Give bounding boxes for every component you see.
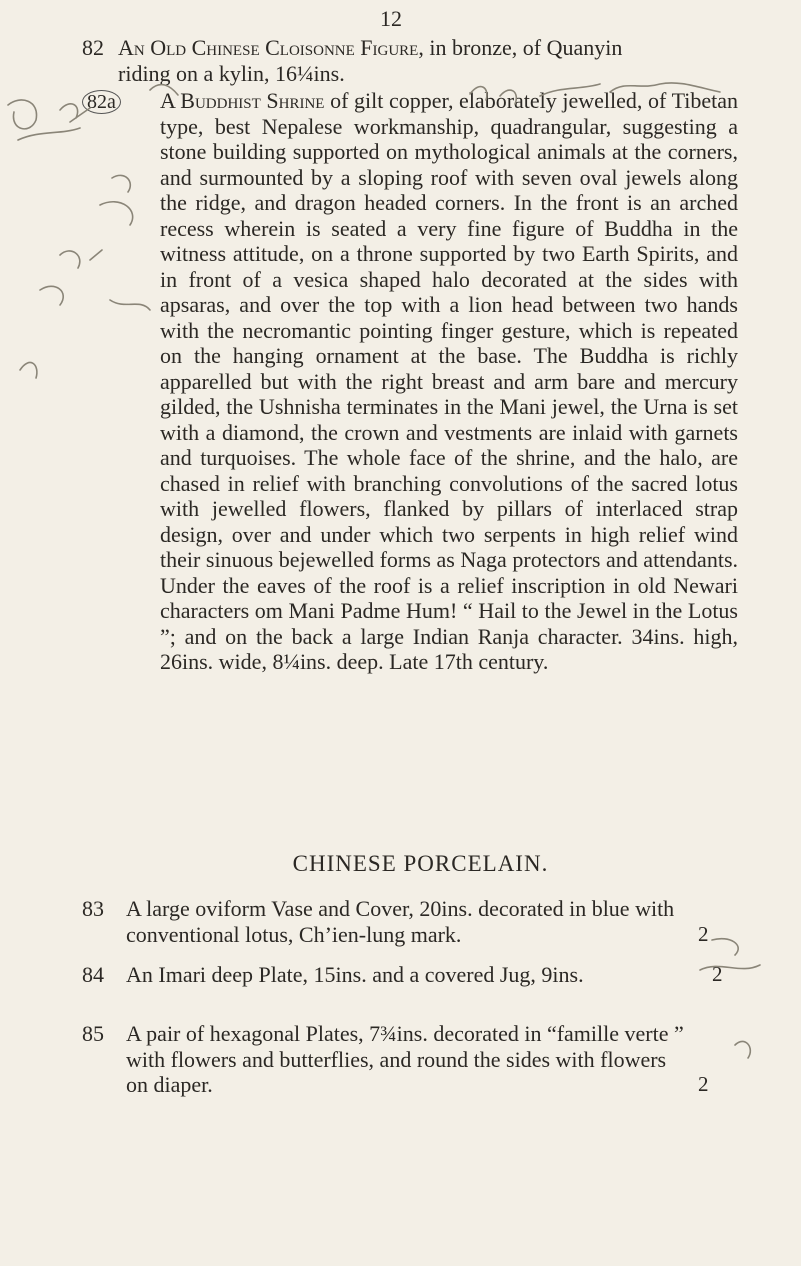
lot-number: 82 [82, 35, 104, 60]
lot-number: 82a [82, 90, 121, 114]
lot-number: 85 [82, 1021, 104, 1046]
lot-description: A pair of hexagonal Plates, 7¾ins. decorated in “famille verte ” with flowers and butterflies, and round the sides with flowers on diaper. [126, 1021, 684, 1097]
page-number: 12 [380, 6, 402, 31]
section-heading: CHINESE PORCELAIN. [292, 851, 549, 876]
lot-description: A large oviform Vase and Cover, 20ins. decorated in blue with conventional lotus, Ch’ien-lung mark. [126, 896, 675, 947]
lot-text: of gilt copper, elaborately jewelled, of Tibetan type, best Nepalese workmanship, quadrangular, suggesting a stone building supported on mythological animals at the corners, and surmounted by a sloping roof with seven oval jewels along the ridge, and dragon headed corners. In the front is an arched recess wherein is seated a very fine figure of Buddha in the witness attitude, on a throne supported by two Earth Spirits, and in front of a vesica shaped halo decorated at the sides with apsaras, and over the top with a lion head between two hands with the necromantic pointing finger gesture, which is repeated on the hanging ornament at the base. The Buddha is richly apparelled but with the right breast and arm bare and mercury gilded, the Ushnisha terminates in the Mani jewel, the Urna is set with a diamond, the crown and vestments are inlaid with garnets and turquoises. The whole face of the shrine, and the halo, are chased in relief with branching convolutions of the sacred lotus with jewelled flowers, flanked by pillars of interlaced strap design, over and under which two serpents in high relief wind their sinuous bejewelled forms as Naga protectors and attendants. Under the eaves of the roof is a relief inscription in old Newari characters om Mani Padme Hum! “ Hail to the Jewel in the Lotus ”; and on the back a large Indian Ranja character. 34ins. high, 26ins. wide, 8¼ins. deep. Late 17th century. [160, 88, 738, 674]
lot-number: 83 [82, 896, 104, 921]
margin-price: 2 [698, 1072, 709, 1096]
lot-number: 84 [82, 962, 104, 987]
lot-description: An Imari deep Plate, 15ins. and a covered Jug, 9ins. [126, 962, 584, 987]
margin-price: 2 [698, 922, 709, 946]
lot-text: in bronze, of Quanyin riding on a kylin, 16¼ins. [118, 35, 623, 86]
margin-price: 2 [712, 962, 723, 986]
lot-description [160, 88, 738, 675]
lot-title: A Buddhist Shrine [160, 88, 325, 113]
lot-description [118, 35, 678, 86]
lot-title: An Old Chinese Cloisonne Figure, [118, 35, 424, 60]
